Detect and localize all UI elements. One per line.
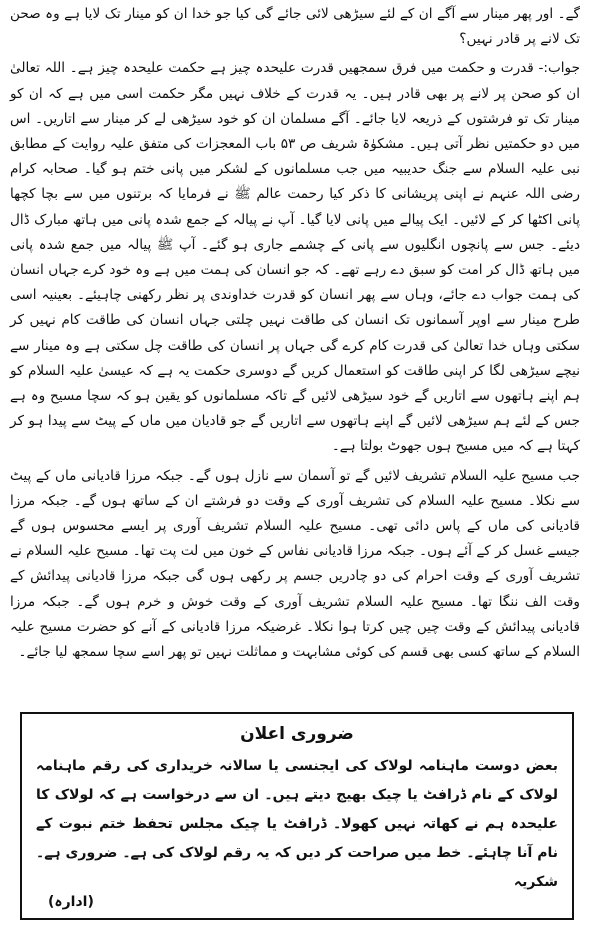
paragraph-question-end: گے۔ اور پھر مینار سے آگے ان کے لئے سیڑھی لائی جائے گی کیا جو خدا ان کو مینار تک لایا ہے وہ صحن تک لانے پر قادر نہیں؟ [10, 6, 580, 48]
notice-box [20, 712, 574, 920]
paragraph-comparison: جب مسیح علیہ السلام تشریف لائیں گے تو آسمان سے نازل ہوں گے۔ جبکہ مرزا قادیانی ماں کے پیٹ سے نکلا۔ مسیح علیہ السلام کی تشریف آوری کے وقت دو فرشتے ان کے ساتھ ہوں گے۔ جبکہ مرزا قادیانی کی ماں کے پاس دائی تھی۔ مسیح علیہ السلام تشریف آوری پر ایسے محسوس ہوں گے جیسے غسل کر کے آئے ہوں۔ جبکہ مرزا قادیانی نفاس کے خون میں لت پت تھا۔ مسیح علیہ السلام نے تشریف آوری کے وقت احرام کی دو چادریں جسم پر رکھی ہوں گی جبکہ مرزا قادیانی پیدائش کے وقت الف ننگا تھا۔ مسیح علیہ السلام تشریف آوری کے وقت خوش و خرم ہوں گے۔ جبکہ مرزا قادیانی پیدائش کے وقت چیں چیں کرتا ہوا نکلا۔ غرضیکہ مرزا قادیانی کے آنے کو حضرت مسیح علیہ السلام کے ساتھ کسی بھی قسم کی کوئی مشابہت و مماثلت نہیں تو پھر اسے سچا سمجھ لیا جائے۔ [10, 467, 580, 661]
paragraph-answer: جواب:- قدرت و حکمت میں فرق سمجھیں قدرت علیحدہ چیز ہے حکمت علیحدہ چیز ہے۔ اللہ تعالیٰ ان کو صحن پر لانے پر بھی قادر ہیں۔ یہ قدرت کے خلاف نہیں مگر حکمت اسی میں ہے کہ ان کو مینار تک تو فرشتوں کے ذریعہ لایا جائے۔ آگے مسلمان ان کو خود سیڑھی لے کر مینار سے اتاریں۔ اس میں دو حکمتیں نظر آتی ہیں۔ مشکوٰۃ شریف ص ۵۳ باب المعجزات کی متفق علیہ روایت کے مطابق نبی علیہ السلام سے جنگ حدیبیہ میں جب مسلمانوں کے لشکر میں پانی ختم ہو گیا۔ صحابہ کرام رضی اللہ عنہم نے اپنی پریشانی کا ذکر کیا رحمت عالم ﷺ نے فرمایا کہ برتنوں میں سے بچا کچھا پانی اکٹھا کر کے لائیں۔ ایک پیالے میں پانی لایا گیا۔ آپ نے پیالہ کے جمع شدہ پانی میں ہاتھ مبارک ڈال دیئے۔ جس سے پانچوں انگلیوں سے پانی کے چشمے جاری ہو گئے۔ آپ ﷺ پیالہ میں جمع شدہ پانی میں ہاتھ ڈال کر امت کو سبق دے رہے تھے۔ کہ جو انسان کی ہمت میں ہے وہ خود کرے جہاں انسان کی ہمت جواب دے جائے، وہاں سے پھر انسان کو قدرت خداوندی پر نظر رکھنی چاہیئے۔ بعینیہ اسی طرح مینار سے اوپر آسمانوں تک انسان کی طاقت نہیں چلتی جہاں انسان کی طاقت کام نہیں کر سکتی وہاں خدا تعالیٰ کی قدرت کام کرے گی جہاں پر انسان کی طاقت چل سکتی ہے وہ مینار سے نیچے سیڑھی لگا کر اپنی طاقت کو استعمال کریں گے دوسری حکمت یہ ہے کہ عیسیٰ علیہ السلام کو ہم اپنے ہاتھوں سے اتاریں گے خود سیڑھی لائیں گے تاکہ مسلمانوں کو یقین ہو کہ سچا مسیح وہ ہے جس کے لئے ہم سیڑھی لائیں گے اپنے ہاتھوں سے اتاریں گے جو قادیان میں ماں کے پیٹ سے پیدا ہو کر کہتا ہے کہ میں مسیح ہوں جھوٹ بولتا ہے۔ [10, 60, 580, 455]
notice-title: ضروری اعلان [240, 724, 354, 744]
notice-body: بعض دوست ماہنامہ لولاک کی ایجنسی یا سالانہ خریداری کی رقم ماہنامہ لولاک کے نام ڈرافٹ یا چیک بھیج دیتے ہیں۔ ان سے درخواست ہے کہ لولاک کا علیحدہ ہم نے کھاتہ نہیں کھولا۔ ڈرافٹ یا چیک مجلس تحفظ ختم نبوت کے نام آنا چاہئے۔ خط میں صراحت کر دیں کہ یہ رقم لولاک کی ہے۔ ضروری ہے۔ شکریہ [36, 758, 558, 890]
notice-signature: (ادارہ) [48, 894, 94, 910]
